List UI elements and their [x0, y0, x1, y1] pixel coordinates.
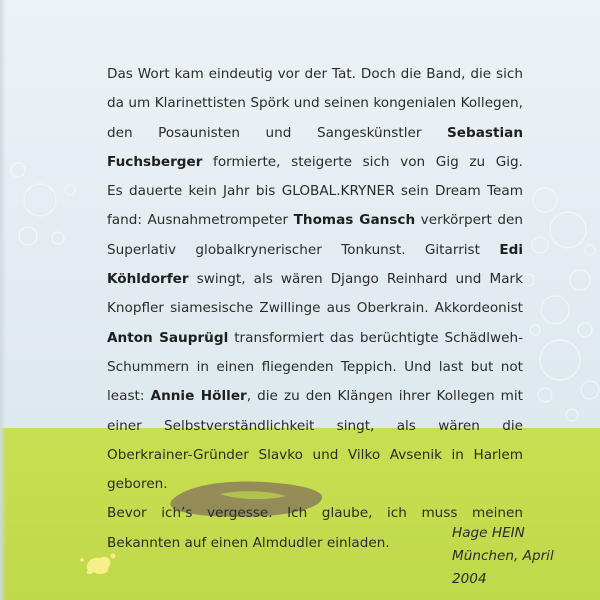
text-segment: swingt, als wären Django Reinhard und Mark Knopfler siamesische Zwillinge aus Oberkrain. Akkordeonist — [107, 271, 523, 317]
author-name: Hage HEIN — [452, 525, 525, 541]
text-segment: transformiert das berüchtigte Schädlweh-Schummern in einen fliegenden Teppich. Und last but not least: — [107, 329, 523, 405]
text-segment: verkörpert den Superlativ globalkrynerischer Tonkunst. Gitarrist — [107, 212, 523, 258]
place-date: München, April 2004 — [452, 548, 554, 587]
bold-name: Annie Höller — [150, 388, 247, 405]
bold-name: Thomas Gansch — [293, 212, 416, 229]
body-text — [107, 60, 523, 558]
paragraph — [107, 177, 523, 499]
text-segment: Es dauerte kein Jahr bis GLOBAL.KRYNER sein Dream Team fand: Ausnahmetrompeter — [107, 183, 523, 229]
text-segment: formierte, steigerte sich von Gig zu Gig. — [202, 153, 523, 170]
bold-name: Anton Sauprügl — [107, 329, 229, 346]
signature-block — [452, 522, 592, 591]
text-segment: , die zu den Klängen ihrer Kollegen mit einer Selbstverständlichkeit singt, als wären die Oberkrainer-Gründer Slavko und Vilko Avsenik in Harlem geboren. — [107, 388, 523, 493]
text-segment: Das Wort kam eindeutig vor der Tat. Doch die Band, die sich da um Klarinettisten Spörk und seinen kongenialen Kollegen, den Posaunisten und Sangeskünstler — [107, 66, 523, 141]
paragraph — [107, 60, 523, 177]
bold-name: Sebastian Fuchsberger — [107, 124, 523, 170]
bold-name: Edi Köhldorfer — [107, 241, 523, 288]
text-segment: Bevor ich’s vergesse. Ich glaube, ich muss meinen Bekannten auf einen Almdudler einladen. — [107, 505, 523, 551]
